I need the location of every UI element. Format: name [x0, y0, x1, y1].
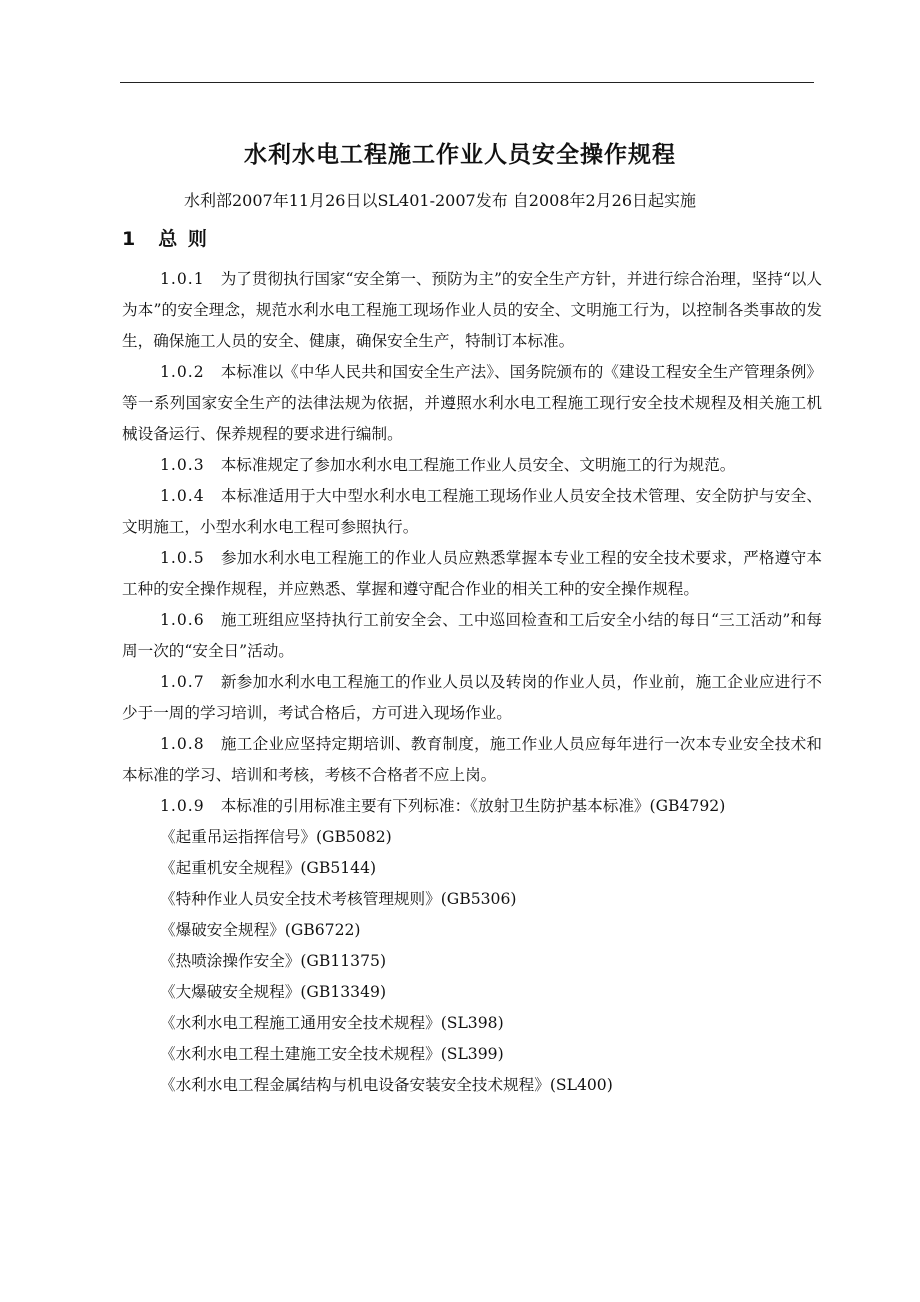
clause-text: 本标准的引用标准主要有下列标准：《放射卫生防护基本标准》(GB4792) — [220, 797, 726, 815]
clause-number: 1.0.3 — [160, 456, 205, 474]
clause-text: 施工班组应坚持执行工前安全会、工中巡回检查和工后安全小结的每日“三工活动”和每周一次的“安全日”活动。 — [122, 611, 822, 660]
clause-number: 1.0.9 — [160, 797, 205, 815]
clause-number: 1.0.4 — [160, 487, 205, 505]
reference-item: 《爆破安全规程》(GB6722) — [160, 921, 361, 939]
paragraph-1-0-9 — [122, 791, 822, 822]
clause-number: 1.0.1 — [160, 270, 205, 288]
clause-text: 本标准规定了参加水利水电工程施工作业人员安全、文明施工的行为规范。 — [220, 456, 736, 474]
document-title: 水利水电工程施工作业人员安全操作规程 — [244, 142, 676, 168]
clause-text: 参加水利水电工程施工的作业人员应熟悉掌握本专业工程的安全技术要求，严格遵守本工种的安全操作规程，并应熟悉、掌握和遵守配合作业的相关工种的安全操作规程。 — [122, 549, 822, 598]
reference-item: 《起重机安全规程》(GB5144) — [160, 859, 377, 877]
reference-item: 《大爆破安全规程》(GB13349) — [160, 983, 387, 1001]
clause-number: 1.0.5 — [160, 549, 205, 567]
clause-text: 为了贯彻执行国家“安全第一、预防为主”的安全生产方针，并进行综合治理，坚持“以人为本”的安全理念，规范水利水电工程施工现场作业人员的安全、文明施工行为，以控制各类事故的发生，确保施工人员的安全、健康，确保安全生产，特制订本标准。 — [122, 270, 822, 350]
paragraph-1-0-1 — [122, 264, 822, 357]
clause-text: 施工企业应坚持定期培训、教育制度，施工作业人员应每年进行一次本专业安全技术和本标准的学习、培训和考核，考核不合格者不应上岗。 — [122, 735, 822, 784]
reference-item: 《水利水电工程施工通用安全技术规程》(SL398) — [160, 1014, 504, 1032]
paragraph-1-0-6 — [122, 605, 822, 667]
clause-number: 1.0.6 — [160, 611, 205, 629]
clause-number: 1.0.7 — [160, 673, 205, 691]
paragraph-1-0-8 — [122, 729, 822, 791]
document-subtitle: 水利部2007年11月26日以SL401-2007发布 自2008年2月26日起实施 — [184, 191, 697, 210]
paragraph-1-0-4 — [122, 481, 822, 543]
clause-text: 本标准适用于大中型水利水电工程施工现场作业人员安全技术管理、安全防护与安全、文明施工，小型水利水电工程可参照执行。 — [122, 487, 822, 536]
reference-item: 《特种作业人员安全技术考核管理规则》(GB5306) — [160, 890, 517, 908]
paragraph-1-0-3 — [122, 450, 822, 481]
clause-text: 新参加水利水电工程施工的作业人员以及转岗的作业人员，作业前，施工企业应进行不少于一周的学习培训，考试合格后，方可进入现场作业。 — [122, 673, 822, 722]
header-rule — [120, 82, 814, 83]
reference-item: 《水利水电工程金属结构与机电设备安装安全技术规程》(SL400) — [160, 1076, 613, 1094]
clause-number: 1.0.8 — [160, 735, 205, 753]
clause-text: 本标准以《中华人民共和国安全生产法》、国务院颁布的《建设工程安全生产管理条例》等一系列国家安全生产的法律法规为依据，并遵照水利水电工程施工现行安全技术规程及相关施工机械设备运行、保养规程的要求进行编制。 — [122, 363, 822, 443]
reference-item: 《起重吊运指挥信号》(GB5082) — [160, 828, 392, 846]
paragraph-1-0-7 — [122, 667, 822, 729]
reference-item: 《热喷涂操作安全》(GB11375) — [160, 952, 387, 970]
document-body — [122, 264, 822, 1101]
clause-number: 1.0.2 — [160, 363, 205, 381]
paragraph-1-0-5 — [122, 543, 822, 605]
reference-item: 《水利水电工程土建施工安全技术规程》(SL399) — [160, 1045, 504, 1063]
section-heading: 1 总 则 — [122, 228, 209, 250]
paragraph-1-0-2 — [122, 357, 822, 450]
